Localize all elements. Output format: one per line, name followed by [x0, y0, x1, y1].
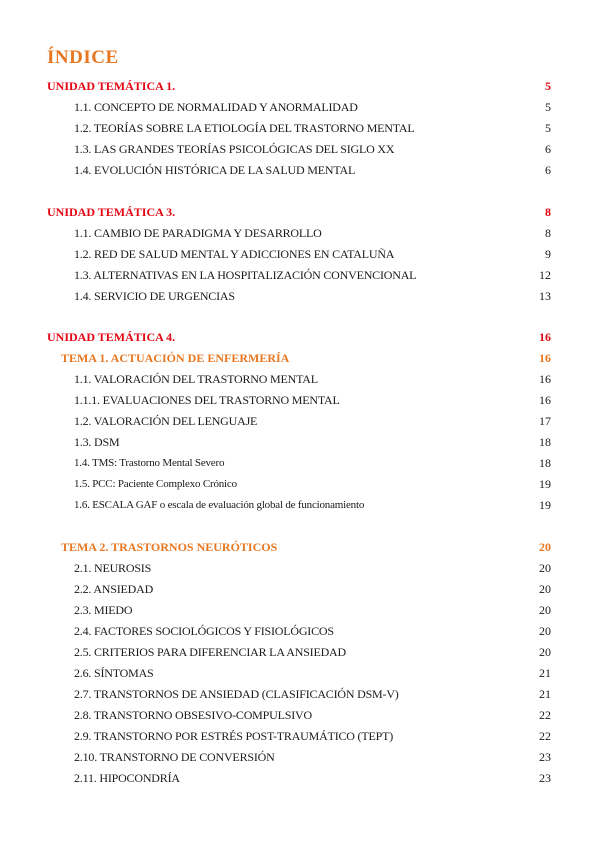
- toc-page-number: 16: [539, 372, 551, 386]
- toc-page-number: 21: [539, 666, 551, 680]
- toc-entry[interactable]: [0, 559, 600, 577]
- toc-page-number: 16: [539, 330, 551, 344]
- toc-page-number: 20: [539, 582, 551, 596]
- toc-page-number: 22: [539, 708, 551, 722]
- toc-entry-label: 1.2. RED DE SALUD MENTAL Y ADICCIONES EN CATALUÑA: [74, 247, 395, 261]
- toc-entry[interactable]: [0, 454, 600, 472]
- toc-entry-label: 1.4. TMS: Trastorno Mental Severo: [74, 457, 225, 469]
- toc-unit-label: UNIDAD TEMÁTICA 4.: [47, 330, 176, 344]
- toc-entry[interactable]: [0, 412, 600, 430]
- toc-page-number: 5: [545, 100, 551, 114]
- toc-entry-label: 2.4. FACTORES SOCIOLÓGICOS Y FISIOLÓGICOS: [74, 624, 334, 638]
- toc-page-number: 13: [539, 289, 551, 303]
- toc-entry[interactable]: [0, 748, 600, 766]
- toc-entry[interactable]: [0, 475, 600, 493]
- toc-page-number: 8: [545, 226, 551, 240]
- toc-entry[interactable]: [0, 266, 600, 284]
- toc-entry-label: 1.2. VALORACIÓN DEL LENGUAJE: [74, 414, 258, 428]
- toc-tema-2[interactable]: [0, 538, 600, 556]
- toc-entry[interactable]: [0, 140, 600, 158]
- toc-entry[interactable]: [0, 433, 600, 451]
- toc-entry[interactable]: [0, 119, 600, 137]
- toc-entry-label: 1.1. CAMBIO DE PARADIGMA Y DESARROLLO: [74, 226, 322, 240]
- toc-page-number: 8: [545, 205, 551, 219]
- toc-page-number: 5: [545, 121, 551, 135]
- toc-page-number: 20: [539, 540, 551, 554]
- toc-entry-label: 1.1. CONCEPTO DE NORMALIDAD Y ANORMALIDAD: [74, 100, 358, 114]
- toc-unit-label: UNIDAD TEMÁTICA 3.: [47, 205, 176, 219]
- toc-entry[interactable]: [0, 685, 600, 703]
- index-title: ÍNDICE: [47, 47, 119, 68]
- toc-entry-label: 1.4. EVOLUCIÓN HISTÓRICA DE LA SALUD MENTAL: [74, 163, 356, 177]
- toc-entry[interactable]: [0, 727, 600, 745]
- toc-page-number: 19: [539, 498, 551, 512]
- toc-entry[interactable]: [0, 287, 600, 305]
- toc-page-number: 9: [545, 247, 551, 261]
- toc-entry[interactable]: [0, 98, 600, 116]
- toc-page-number: 21: [539, 687, 551, 701]
- toc-entry[interactable]: [0, 391, 600, 409]
- toc-page-number: 19: [539, 477, 551, 491]
- toc-entry[interactable]: [0, 161, 600, 179]
- toc-unit-4[interactable]: [0, 328, 600, 346]
- toc-page-number: 20: [539, 561, 551, 575]
- toc-entry-label: 2.11. HIPOCONDRÍA: [74, 771, 180, 785]
- toc-entry[interactable]: [0, 601, 600, 619]
- toc-entry[interactable]: [0, 622, 600, 640]
- toc-entry-label: 1.3. ALTERNATIVAS EN LA HOSPITALIZACIÓN CONVENCIONAL: [74, 268, 417, 282]
- toc-entry-label: 2.1. NEUROSIS: [74, 561, 152, 575]
- toc-entry[interactable]: [0, 769, 600, 787]
- toc-page-number: 23: [539, 750, 551, 764]
- toc-entry-label: 2.3. MIEDO: [74, 603, 133, 617]
- toc-entry-label: 1.3. LAS GRANDES TEORÍAS PSICOLÓGICAS DEL SIGLO XX: [74, 142, 395, 156]
- toc-entry-label: 1.3. DSM: [74, 435, 120, 449]
- toc-page-number: 17: [539, 414, 551, 428]
- toc-entry[interactable]: [0, 643, 600, 661]
- toc-page-number: 22: [539, 729, 551, 743]
- toc-entry-label: 1.1.1. EVALUACIONES DEL TRASTORNO MENTAL: [74, 393, 340, 407]
- toc-page-number: 6: [545, 142, 551, 156]
- toc-entry-label: 2.5. CRITERIOS PARA DIFERENCIAR LA ANSIEDAD: [74, 645, 346, 659]
- toc-page-number: 6: [545, 163, 551, 177]
- toc-entry-label: 2.8. TRANSTORNO OBSESIVO-COMPULSIVO: [74, 708, 312, 722]
- toc-page-number: 16: [539, 351, 551, 365]
- toc-entry-label: 2.9. TRANSTORNO POR ESTRÉS POST-TRAUMÁTICO (TEPT): [74, 729, 394, 743]
- toc-entry-label: 2.7. TRANSTORNOS DE ANSIEDAD (CLASIFICACIÓN DSM-V): [74, 687, 399, 701]
- toc-entry-label: 1.6. ESCALA GAF o escala de evaluación global de funcionamiento: [74, 499, 365, 511]
- toc-unit-3[interactable]: [0, 203, 600, 221]
- toc-page-number: 20: [539, 645, 551, 659]
- toc-entry[interactable]: [0, 245, 600, 263]
- toc-page-number: 12: [539, 268, 551, 282]
- toc-entry[interactable]: [0, 224, 600, 242]
- toc-entry[interactable]: [0, 370, 600, 388]
- toc-entry[interactable]: [0, 496, 600, 514]
- toc-tema-label: TEMA 1. ACTUACIÓN DE ENFERMERÍA: [61, 351, 290, 365]
- toc-page-number: 18: [539, 456, 551, 470]
- toc-page-number: 20: [539, 624, 551, 638]
- toc-page-number: 18: [539, 435, 551, 449]
- toc-entry-label: 2.10. TRANSTORNO DE CONVERSIÓN: [74, 750, 275, 764]
- toc-entry-label: 1.1. VALORACIÓN DEL TRASTORNO MENTAL: [74, 372, 318, 386]
- toc-entry[interactable]: [0, 580, 600, 598]
- toc-entry-label: 2.6. SÍNTOMAS: [74, 666, 154, 680]
- toc-unit-label: UNIDAD TEMÁTICA 1.: [47, 79, 176, 93]
- toc-entry[interactable]: [0, 706, 600, 724]
- toc-page-number: 16: [539, 393, 551, 407]
- toc-unit-1[interactable]: [0, 77, 600, 95]
- toc-entry-label: 1.2. TEORÍAS SOBRE LA ETIOLOGÍA DEL TRASTORNO MENTAL: [74, 121, 415, 135]
- toc-tema-1[interactable]: [0, 349, 600, 367]
- toc-page-number: 5: [545, 79, 551, 93]
- toc-page-number: 20: [539, 603, 551, 617]
- toc-page-number: 23: [539, 771, 551, 785]
- toc-entry-label: 1.5. PCC: Paciente Complexo Crónico: [74, 478, 237, 490]
- toc-entry-label: 1.4. SERVICIO DE URGENCIAS: [74, 289, 235, 303]
- toc-entry-label: 2.2. ANSIEDAD: [74, 582, 154, 596]
- toc-tema-label: TEMA 2. TRASTORNOS NEURÓTICOS: [61, 540, 278, 554]
- toc-entry[interactable]: [0, 664, 600, 682]
